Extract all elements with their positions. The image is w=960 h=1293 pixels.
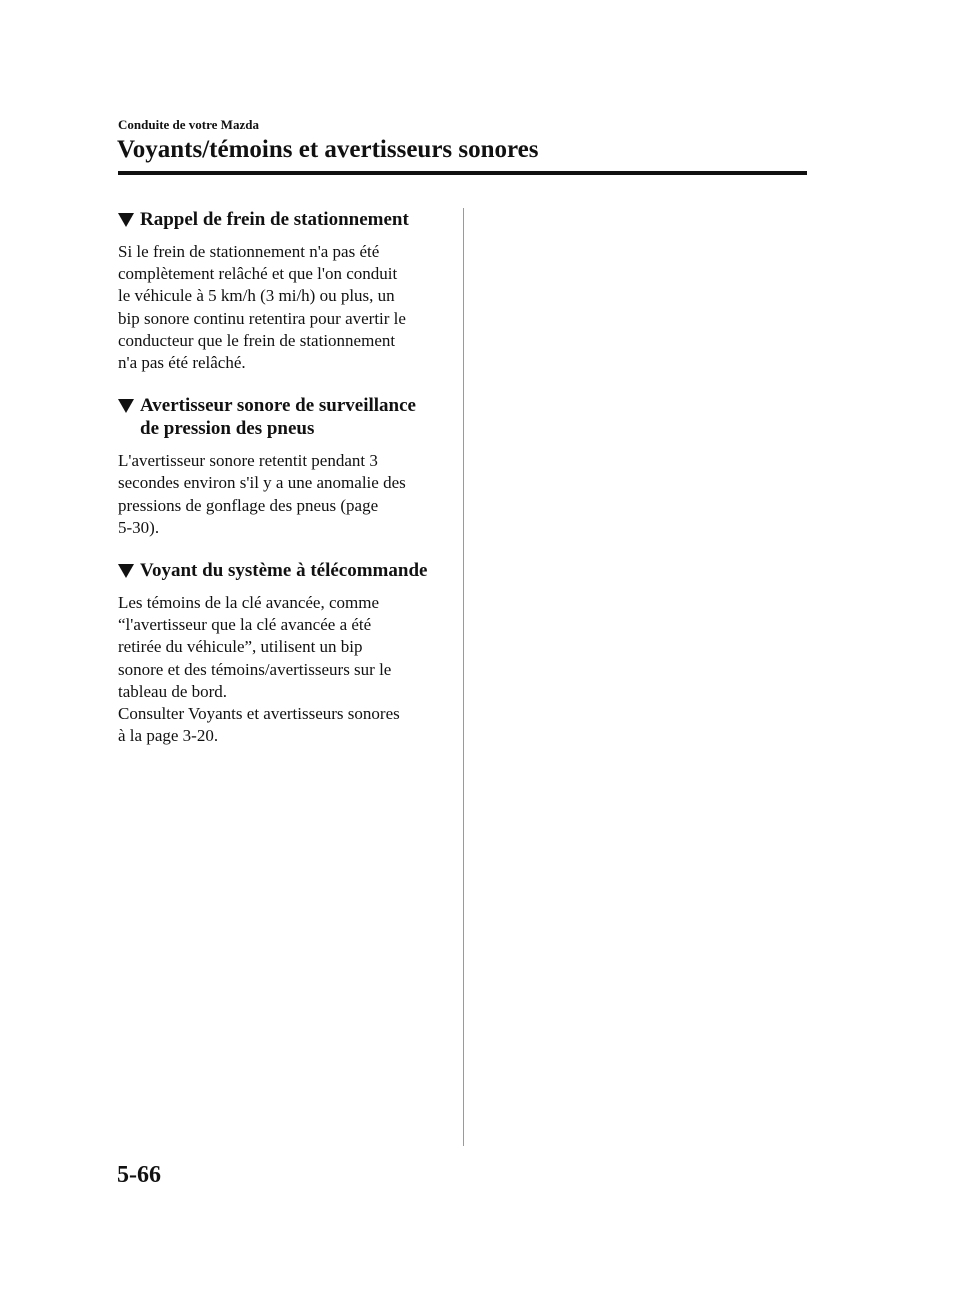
section-body [118,592,444,747]
body-line: “l'avertisseur que la clé avancée a été [118,615,372,635]
triangle-bullet-icon [118,399,134,413]
header-divider [118,171,807,175]
body-line: n'a pas été relâché. [118,353,246,373]
section-heading-text: de pression des pneus [140,418,315,440]
body-line: pressions de gonflage des pneus (page [118,495,379,515]
column-divider [463,208,464,1146]
body-line: tableau de bord. [118,681,228,701]
section-remote-system-indicator [118,559,444,747]
section-heading-text: Voyant du système à télécommande [140,560,428,582]
body-line: sonore et des témoins/avertisseurs sur le [118,659,392,679]
body-line: à la page 3-20. [118,726,219,746]
triangle-bullet-icon [118,564,134,578]
body-line: 5-30). [118,517,160,537]
section-body [118,450,444,539]
body-line: L'avertisseur sonore retentit pendant 3 [118,451,378,471]
section-heading-text: Rappel de frein de stationnement [140,209,409,230]
body-line: Consulter Voyants et avertisseurs sonores [118,704,400,724]
section-parking-brake-reminder [118,208,444,374]
section-heading-text: Avertisseur sonore de surveillance [140,395,416,417]
left-column [118,208,444,767]
section-heading [118,559,444,582]
body-line: secondes environ s'il y a une anomalie des [118,473,406,493]
body-line: bip sonore continu retentira pour avertir le [118,308,406,328]
body-line: Les témoins de la clé avancée, comme [118,593,380,613]
body-line: complètement relâché et que l'on conduit [118,264,398,284]
page-title: Voyants/témoins et avertisseurs sonores [117,136,539,163]
chapter-label: Conduite de votre Mazda [118,117,259,132]
body-line: le véhicule à 5 km/h (3 mi/h) ou plus, un [118,286,395,306]
section-body [118,241,444,374]
section-tire-pressure-beep [118,394,444,539]
section-heading [118,208,444,231]
section-heading [118,394,444,440]
body-line: Si le frein de stationnement n'a pas été [118,242,380,261]
body-line: conducteur que le frein de stationnement [118,330,396,350]
page-number: 5-66 [117,1162,161,1188]
triangle-bullet-icon [118,213,134,227]
body-line: retirée du véhicule”, utilisent un bip [118,637,363,657]
